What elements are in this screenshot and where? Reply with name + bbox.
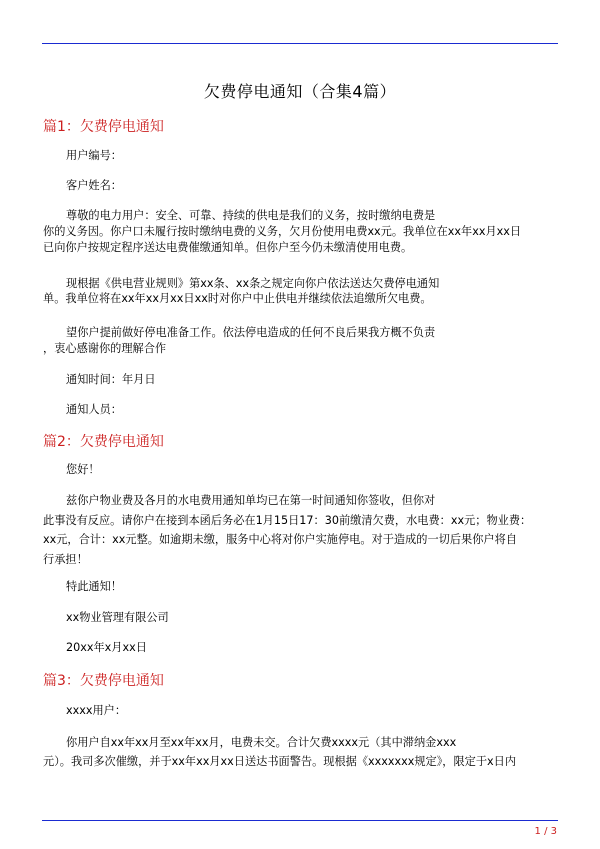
document-title: 欠费停电通知（合集4篇） [203, 82, 397, 101]
addressee-line: xxxx用户： [66, 704, 127, 717]
paragraph-line: 此事没有反应。请你户在接到本函后务必在1月15日17：30前缴清欠费，水电费：xx元；物业费： [43, 514, 532, 527]
greeting-line: 您好！ [66, 463, 100, 476]
user-number-line: 用户编号： [66, 149, 122, 162]
page-number: 1 / 3 [534, 826, 557, 837]
paragraph-line: 尊敬的电力用户：安全、可靠、持续的供电是我们的义务，按时缴纳电费是 [66, 209, 436, 222]
paragraph-line: 你用户自xx年xx月至xx年xx月，电费未交。合计欠费xxxx元（其中滞纳金xxx [66, 736, 457, 749]
paragraph-line: 单。我单位将在xx年xx月xx日xx时对你户中止供电并继续依法追缴所欠电费。 [43, 292, 432, 305]
paragraph-line: 兹你户物业费及各月的水电费用通知单均已在第一时间通知你签收，但你对 [66, 494, 436, 507]
paragraph-line: 行承担！ [43, 553, 88, 566]
notice-time-line: 通知时间：年月日 [66, 373, 156, 386]
special-notice-line: 特此通知！ [66, 580, 122, 593]
paragraph-line: 望你户提前做好停电准备工作。依法停电造成的任何不良后果我方概不负责 [66, 326, 436, 339]
section-2-heading: 篇2：欠费停电通知 [43, 434, 164, 450]
paragraph-line: 已向你户按规定程序送达电费催缴通知单。但你户至今仍未缴清使用电费。 [43, 241, 413, 254]
paragraph-line: 元）。我司多次催缴，并于xx年xx月xx日送达书面警告。现根据《xxxxxxx规定》，限定于x日内 [43, 755, 517, 768]
section-1-heading: 篇1：欠费停电通知 [43, 119, 164, 135]
footer-rule [42, 820, 558, 821]
company-name-line: xx物业管理有限公司 [66, 611, 169, 624]
paragraph-line: 现根据《供电营业规则》第xx条、xx条之规定向你户依法送达欠费停电通知 [66, 277, 440, 290]
paragraph-line: 你的义务因。你户口未履行按时缴纳电费的义务，欠月份使用电费xx元。我单位在xx年xx月xx日 [43, 225, 522, 238]
paragraph-line: xx元，合计：xx元整。如逾期未缴，服务中心将对你户实施停电。对于造成的一切后果你户将自 [43, 533, 517, 546]
customer-name-line: 客户姓名： [66, 179, 122, 192]
notice-person-line: 通知人员： [66, 403, 122, 416]
header-rule [42, 43, 558, 44]
date-line: 20xx年x月xx日 [66, 641, 147, 654]
section-3-heading: 篇3：欠费停电通知 [43, 673, 164, 689]
paragraph-line: ，衷心感谢你的理解合作 [43, 342, 167, 355]
